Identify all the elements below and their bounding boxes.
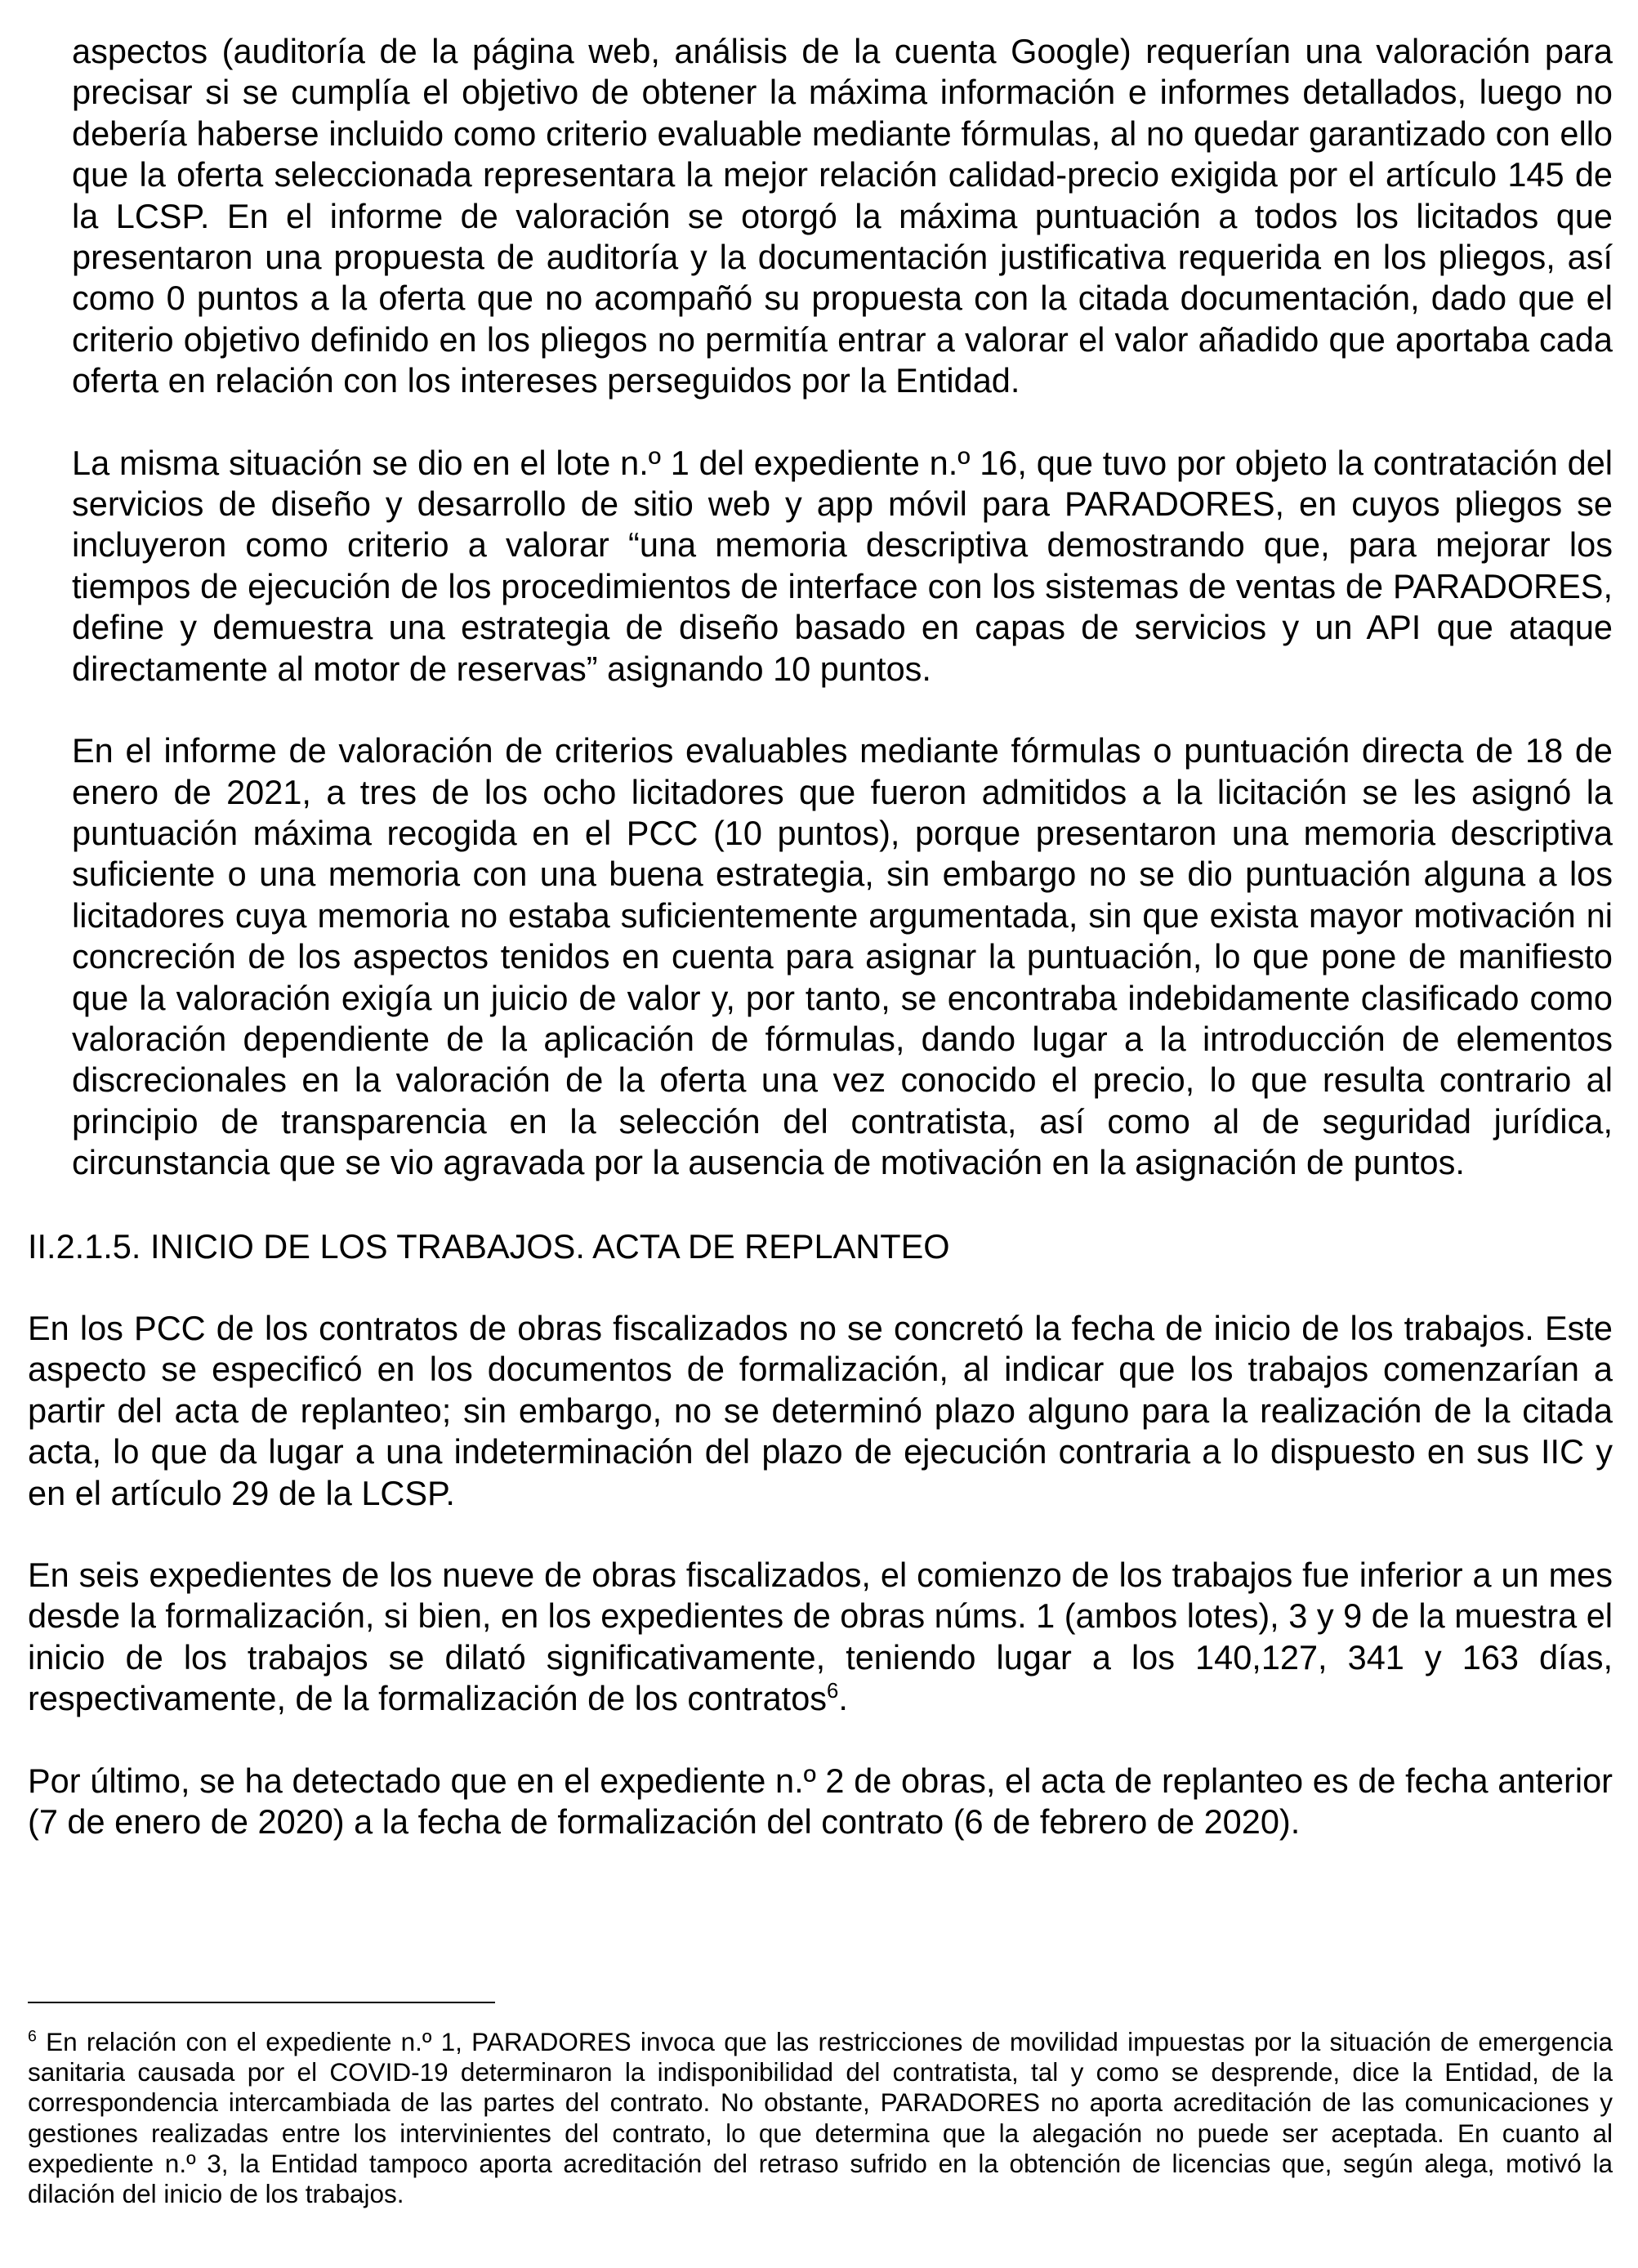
indented-block [28,31,1613,1184]
paragraph-informe-valoracion: En el informe de valoración de criterios evaluables mediante fórmulas o puntuación directa de 18 de enero de 2021, a tres de los ocho licitadores que fueron admitidos a la licitación se les asignó la puntuación máxima recogida en el PCC (10 puntos), porque presentaron una memoria descriptiva suficiente o una memoria con una buena estrategia, sin embargo no se dio puntuación alguna a los licitadores cuya memoria no estaba suficientemente argumentada, sin que exista mayor motivación ni concreción de los aspectos tenidos en cuenta para asignar la puntuación, lo que pone de manifiesto que la valoración exigía un juicio de valor y, por tanto, se encontraba indebidamente clasificado como valoración dependiente de la aplicación de fórmulas, dando lugar a la introducción de elementos discrecionales en la valoración de la oferta una vez conocido el precio, lo que resulta contrario al principio de transparencia en la selección del contratista, así como al de seguridad jurídica, circunstancia que se vio agravada por la ausencia de motivación en la asignación de puntos. [72,731,1613,1182]
footnote-text-block [28,2027,1613,2209]
footnote [28,2027,1613,2209]
paragraph-expedientes-end: . [838,1679,848,1718]
footnote-divider [28,2002,495,2003]
paragraph-auditoria: aspectos (auditoría de la página web, análisis de la cuenta Google) requerían una valoración para precisar si se cumplía el objetivo de obtener la máxima información e informes detallados, luego no debería haberse incluido como criterio evaluable mediante fórmulas, al no quedar garantizado con ello que la oferta seleccionada representara la mejor relación calidad-precio exigida por el artículo 145 de la LCSP. En el informe de valoración se otorgó la máxima puntuación a todos los licitados que presentaron una propuesta de auditoría y la documentación justificativa requerida en los pliegos, así como 0 puntos a la oferta que no acompañó su propuesta con la citada documentación, dado que el criterio objetivo definido en los pliegos no permitía entrar a valorar el valor añadido que aportaba cada oferta en relación con los intereses perseguidos por la Entidad. [72,32,1613,400]
paragraph-expedientes-obras [28,1555,1613,1720]
section-heading: II.2.1.5. INICIO DE LOS TRABAJOS. ACTA DE REPLANTEO [28,1226,950,1266]
footnote-reference: 6 [827,1680,839,1703]
paragraph-expedientes-text: En seis expedientes de los nueve de obras fiscalizados, el comienzo de los trabajos fue inferior a un mes desde la formalización, si bien, en los expedientes de obras núms. 1 (ambos lotes), 3 y 9 de la muestra el inicio de los trabajos se dilató significativamente, teniendo lugar a los 140,127, 341 y 163 días, respectivamente, de la formalización de los contratos [28,1556,1613,1718]
footnote-number: 6 [28,2027,37,2046]
document-body [28,31,1613,1842]
footnote-text: En relación con el expediente n.º 1, PARADORES invoca que las restricciones de movilidad impuestas por la situación de emergencia sanitaria causada por el COVID-19 determinaron la indisponibilidad del contratista, tal y como se desprende, dice la Entidad, de la correspondencia intercambiada de las partes del contrato. No obstante, PARADORES no aporta acreditación de las comunicaciones y gestiones realizadas entre los intervinientes del contrato, lo que determina que la alegación no puede ser aceptada. En cuanto al expediente n.º 3, la Entidad tampoco aporta acreditación del retraso sufrido en la obtención de licencias que, según alega, motivó la dilación del inicio de los trabajos. [28,2027,1613,2209]
paragraph-lote-1: La misma situación se dio en el lote n.º 1 del expediente n.º 16, que tuvo por objeto la contratación del servicios de diseño y desarrollo de sitio web y app móvil para PARADORES, en cuyos pliegos se incluyeron como criterio a valorar “una memoria descriptiva demostrando que, para mejorar los tiempos de ejecución de los procedimientos de interface con los sistemas de ventas de PARADORES, define y demuestra una estrategia de diseño basado en capas de servicios y un API que ataque directamente al motor de reservas” asignando 10 puntos. [72,443,1613,688]
paragraph-pcc-obras: En los PCC de los contratos de obras fiscalizados no se concretó la fecha de inicio de los trabajos. Este aspecto se especificó en los documentos de formalización, al indicar que los trabajos comenzarían a partir del acta de replanteo; sin embargo, no se determinó plazo alguno para la realización de la citada acta, lo que da lugar a una indeterminación del plazo de ejecución contraria a lo dispuesto en sus IIC y en el artículo 29 de la LCSP. [28,1308,1613,1512]
paragraph-acta-replanteo: Por último, se ha detectado que en el expediente n.º 2 de obras, el acta de replanteo es de fecha anterior (7 de enero de 2020) a la fecha de formalización del contrato (6 de febrero de 2020). [28,1761,1613,1842]
